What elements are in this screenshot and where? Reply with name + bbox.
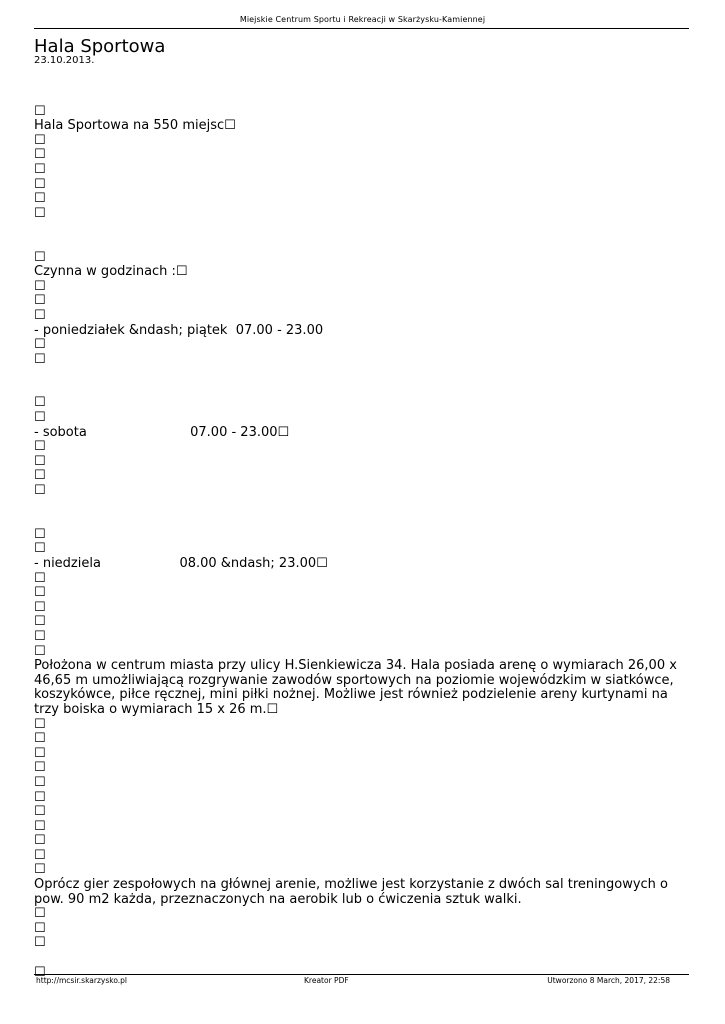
footer-url-link[interactable]: http://mcsir.skarzysko.pl (36, 976, 128, 985)
text-line: ☐ (34, 614, 46, 630)
text-lines-block-3 (34, 907, 694, 980)
text-line: ☐ (34, 716, 46, 732)
text-line: Hala Sportowa na 550 miejsc☐ (34, 118, 236, 134)
text-line: ☐ (34, 337, 46, 353)
text-line: ☐ (34, 526, 46, 542)
text-lines-block-2 (34, 718, 694, 879)
text-line: ☐ (34, 132, 46, 148)
footer-generator: Kreator PDF (304, 976, 349, 985)
text-line: ☐ (34, 351, 46, 367)
text-line: ☐ (34, 599, 46, 615)
text-line: ☐ (34, 920, 46, 936)
text-line: ☐ (34, 541, 46, 557)
text-line: ☐ (34, 191, 46, 207)
text-line: ☐ (34, 745, 46, 761)
text-line: ☐ (34, 906, 46, 922)
text-lines-block (34, 90, 694, 659)
text-line: ☐ (34, 935, 46, 951)
text-line: ☐ (34, 964, 46, 980)
text-line (34, 499, 694, 514)
text-line (34, 382, 694, 397)
text-line: ☐ (34, 453, 46, 469)
text-line (34, 951, 694, 966)
page-header: Miejskie Centrum Sportu i Rekreacji w Skarżysku-Kamiennej (239, 15, 486, 24)
text-line (34, 367, 694, 382)
paragraph-training-rooms: Oprócz gier zespołowych na głównej arenie, możliwe jest korzystanie z dwóch sal treningowych o pow. 90 m2 każda, przeznaczonych na aerobik lub o ćwiczenia sztuk walki. (34, 877, 669, 907)
text-line: ☐ (34, 760, 46, 776)
text-line: ☐ (34, 833, 46, 849)
text-line: ☐ (34, 862, 46, 878)
text-line: ☐ (34, 249, 46, 265)
text-line: ☐ (34, 176, 46, 192)
text-line (34, 513, 694, 528)
text-line: - poniedziałek &ndash; piątek 07.00 - 23.00 (34, 322, 324, 338)
footer-created-date: Utworzono 8 March, 2017, 22:58 (547, 976, 670, 985)
text-line (34, 221, 694, 236)
text-line: ☐ (34, 161, 46, 177)
text-line: ☐ (34, 395, 46, 411)
text-line: ☐ (34, 468, 46, 484)
paragraph-location: Położona w centrum miasta przy ulicy H.Sienkiewicza 34. Hala posiada arenę o wymiarach 26,00 x 46,65 m umożliwiającą rozgrywanie zawodów sportowych na poziomie wojewódzkim w siatkówce, koszykówce, piłce ręcznej, mini piłki nożnej. Możliwe jest również podzielenie areny kurtynami na trzy boiska o wymiarach 15 x 26 m.☐ (34, 658, 677, 717)
document-date: 23.10.2013. (34, 55, 95, 66)
text-line: ☐ (34, 483, 46, 499)
text-line: - niedziela 08.00 &ndash; 23.00☐ (34, 556, 328, 571)
text-line: ☐ (34, 293, 46, 309)
text-line: Czynna w godzinach :☐ (34, 264, 188, 280)
text-line: ☐ (34, 818, 46, 834)
text-line: ☐ (34, 804, 46, 820)
text-line (34, 90, 694, 105)
text-line: ☐ (34, 847, 46, 863)
document-body (34, 90, 694, 980)
footer-divider (34, 974, 689, 975)
text-line: - sobota 07.00 - 23.00☐ (34, 424, 290, 440)
text-line: ☐ (34, 628, 46, 644)
text-line: ☐ (34, 789, 46, 805)
text-line: ☐ (34, 278, 46, 294)
text-line: ☐ (34, 774, 46, 790)
text-line: ☐ (34, 147, 46, 163)
text-line: ☐ (34, 643, 46, 659)
text-line: ☐ (34, 570, 46, 586)
document-title: Hala Sportowa (34, 36, 166, 57)
text-line: ☐ (34, 410, 46, 426)
text-line: ☐ (34, 103, 46, 119)
text-line: ☐ (34, 731, 46, 747)
text-line: ☐ (34, 307, 46, 323)
text-line: ☐ (34, 439, 46, 455)
header-divider (34, 28, 689, 29)
text-line (34, 236, 694, 251)
text-line: ☐ (34, 205, 46, 221)
text-line: ☐ (34, 585, 46, 601)
